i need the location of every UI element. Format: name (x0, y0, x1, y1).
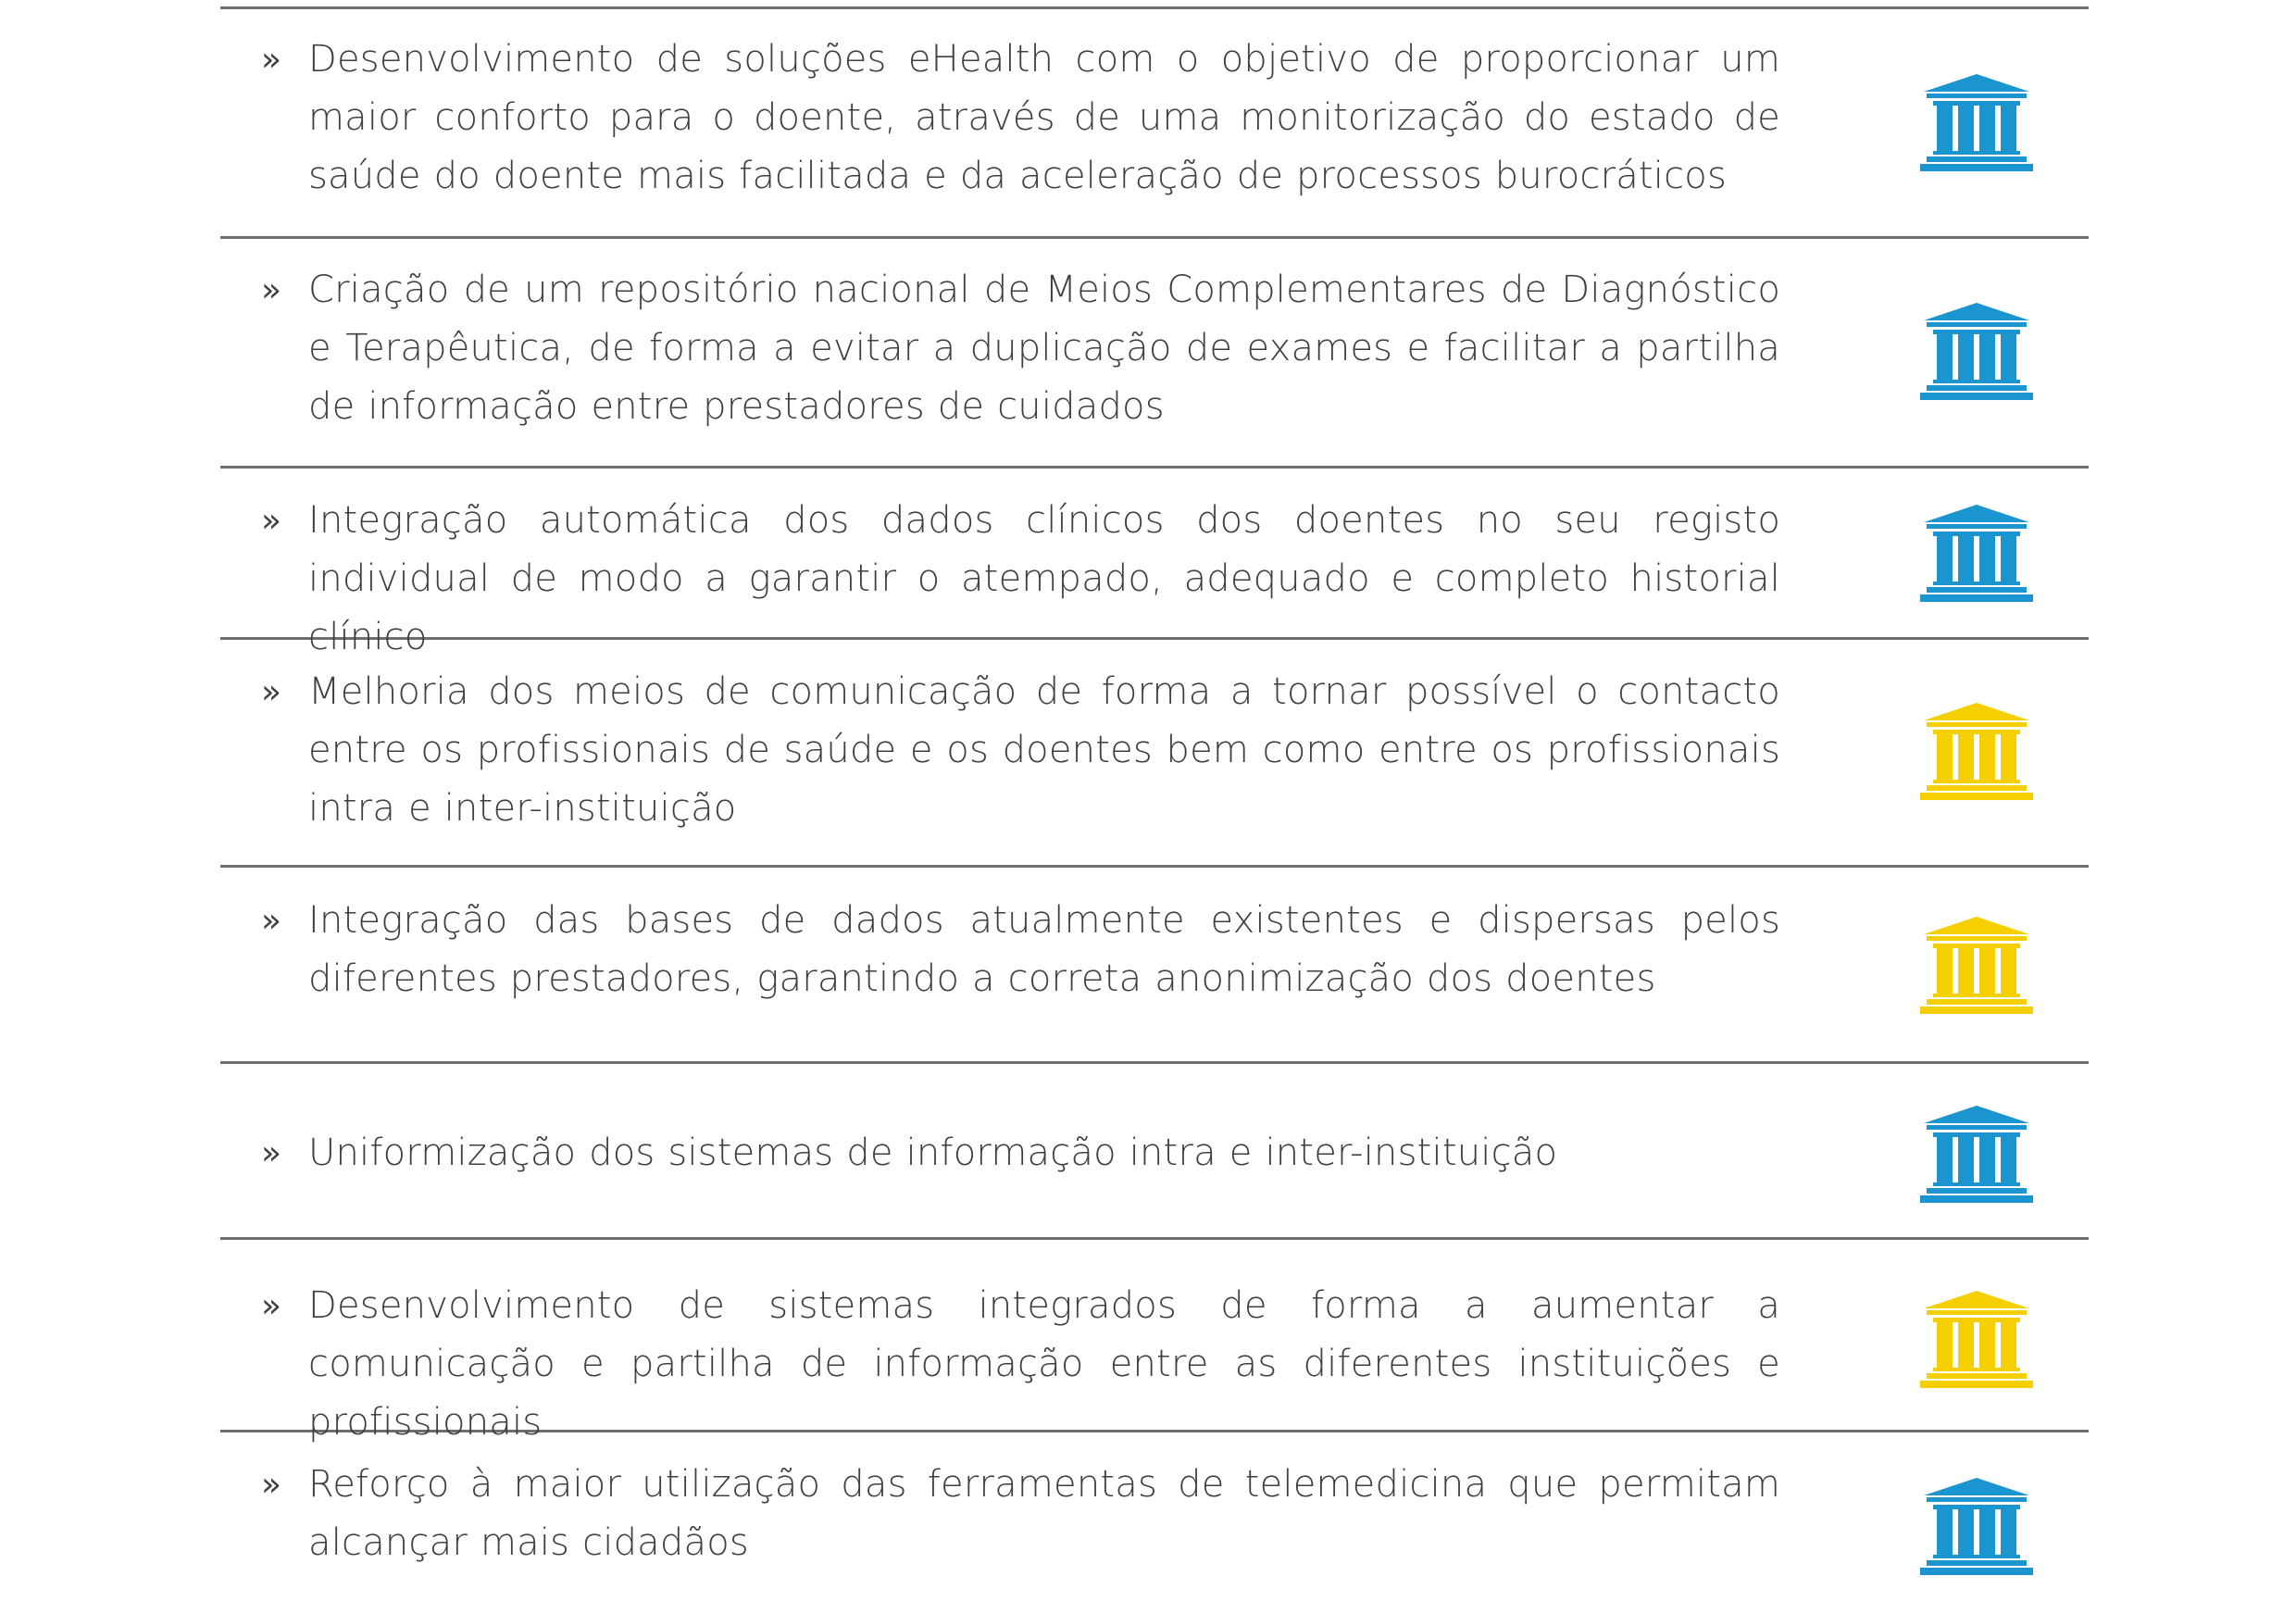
item-text: Integração das bases de dados atualmente existentes e dispersas pelos diferentes prestadores, garantindo a correta anonimização dos doentes (308, 899, 1780, 1000)
institution-building-icon (1918, 72, 2035, 174)
institution-building-icon (1918, 701, 2035, 803)
list-item (220, 9, 2089, 236)
list-item (220, 469, 2089, 658)
list-item (220, 1064, 2089, 1237)
institution-building-icon (1918, 1289, 2035, 1391)
bullet-marker: » (261, 673, 282, 711)
bullet-marker: » (261, 41, 282, 79)
bullet-marker: » (261, 1287, 282, 1325)
measures-list (220, 6, 2089, 1601)
list-item (220, 868, 2089, 1061)
list-item (220, 640, 2089, 865)
bullet-marker: » (261, 1134, 282, 1172)
bullet-marker: » (261, 271, 282, 309)
item-text: Criação de um repositório nacional de Meios Complementares de Diagnóstico e Terapêutica, de forma a evitar a duplicação de exames e facilitar a partilha de informação entre prestadores de cuidados (308, 269, 1780, 428)
list-item (220, 1240, 2089, 1444)
item-text: Desenvolvimento de sistemas integrados de forma a aumentar a comunicação e partilha de informação entre as diferentes instituições e profissionais (308, 1284, 1780, 1444)
institution-building-icon (1918, 301, 2035, 403)
bullet-marker: » (261, 902, 282, 940)
institution-building-icon (1918, 1104, 2035, 1206)
bullet-marker: » (261, 502, 282, 540)
institution-building-icon (1918, 915, 2035, 1017)
institution-building-icon (1918, 503, 2035, 605)
item-text: Integração automática dos dados clínicos dos doentes no seu registo individual de modo a garantir o atempado, adequado e completo historial clínico (308, 499, 1780, 658)
item-text: Reforço à maior utilização das ferramentas de telemedicina que permitam alcançar mais cidadãos (308, 1463, 1780, 1564)
institution-building-icon (1918, 1476, 2035, 1578)
item-text: Uniformização dos sistemas de informação intra e inter-instituição (308, 1132, 1558, 1174)
bullet-marker: » (261, 1466, 282, 1504)
item-text: Melhoria dos meios de comunicação de forma a tornar possível o contacto entre os profissionais de saúde e os doentes bem como entre os profissionais intra e inter-instituição (308, 670, 1780, 830)
list-item (220, 239, 2089, 466)
item-text: Desenvolvimento de soluções eHealth com o objetivo de proporcionar um maior conforto para o doente, através de uma monitorização do estado de saúde do doente mais facilitada e da aceleração de processos burocráticos (308, 38, 1780, 197)
list-item (220, 1432, 2089, 1601)
